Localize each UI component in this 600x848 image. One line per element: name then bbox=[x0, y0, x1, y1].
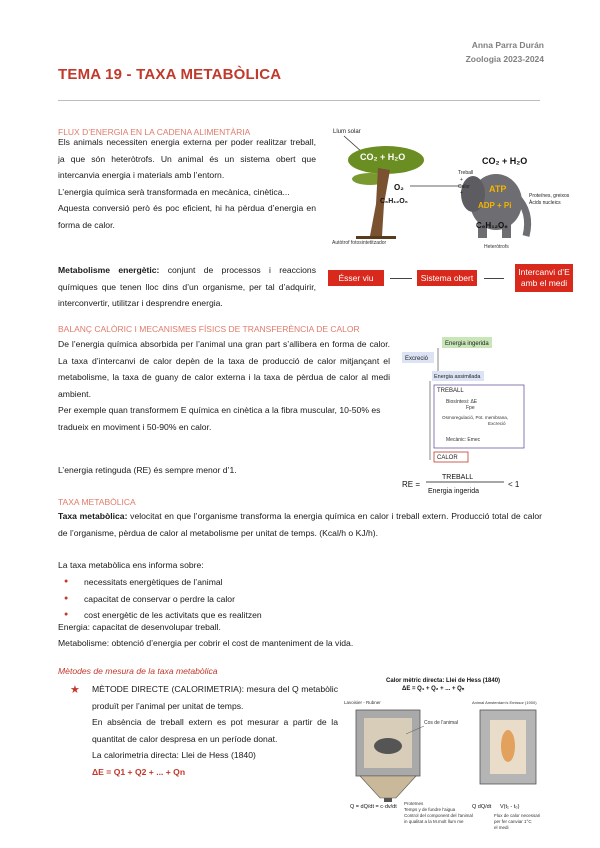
re-less-than: < 1 bbox=[508, 480, 520, 489]
calorimeter-funnel bbox=[360, 776, 416, 798]
metabolisme-label: Metabolisme energètic: bbox=[58, 265, 160, 275]
balanc-paragraph-1: De l’energia química absorbida per l’animal una gran part s’allibera en forma de calor. La taxa d’intercanvi de calor depèn de la taxa de producció de calor mitjançant el metabolisme, la taxa de guany de calor externa i la taxa de pèrdua de calor al medi ambient. bbox=[58, 339, 390, 399]
box-intercanvi: Intercanvi d’E amb el medi bbox=[515, 264, 573, 292]
fig-plus-1: + bbox=[460, 177, 463, 183]
metode-directe-paragraph-2: En absència de treball extern es pot mesurar a partir de la quantitat de calor despresa en un període donat. bbox=[92, 717, 338, 744]
box-esser-viu: Ésser viu bbox=[328, 270, 384, 286]
label-calor: CALOR bbox=[437, 455, 458, 461]
flux-paragraph-2: L’energia química serà transformada en mecànica, cinètica... bbox=[58, 186, 290, 197]
energy-flow-figure bbox=[326, 124, 570, 254]
calorimetry-title: Calor mètric directa: Llei de Hess (1840) bbox=[386, 678, 501, 684]
fig-proteines: Proteïnes, greixos bbox=[529, 193, 570, 199]
arrow-2 bbox=[484, 278, 504, 279]
metode-directe-paragraph-3: La calorimetria directa: Llei de Hess (1840) bbox=[92, 750, 256, 760]
fig-o2: O₂ bbox=[394, 183, 404, 192]
fig-plus-2: + bbox=[460, 190, 463, 196]
calorimeter-tap bbox=[384, 798, 392, 802]
note-proteines: Proteïnes bbox=[404, 801, 424, 806]
note-qualitat: in qualitat a la M.molt llum me bbox=[404, 819, 464, 824]
title-divider bbox=[58, 100, 540, 101]
flux-paragraph-1: Els animals necessiten energia externa per poder realitzar treball, ja que són heteròtrofs. Un animal és un sistema obert que intercanvia energia i materials amb l’entorn. bbox=[58, 137, 316, 180]
label-excrecio-2: Excreció bbox=[488, 421, 506, 426]
calorimeter-animal bbox=[374, 738, 402, 754]
fig-c6-right: C₆H₁₂O₆ bbox=[476, 221, 508, 230]
v-equation: V(t₁ - t₀) bbox=[500, 804, 520, 810]
note-canviar: per fer canviar 1°C bbox=[494, 819, 532, 824]
section-heading-metodes: Mètodes de mesura de la taxa metabòlica bbox=[58, 666, 218, 676]
label-osmoregulacio: Osmoregulació, Pot. membrana, bbox=[442, 415, 509, 420]
list-item: ● cost energètic de les activitats que es realitzen bbox=[58, 607, 542, 624]
taxa-informs: La taxa metabòlica ens informa sobre: bbox=[58, 560, 204, 570]
section-heading-flux: FLUX D’ENERGIA EN LA CADENA ALIMENTÀRIA bbox=[58, 127, 251, 137]
star-icon: ★ bbox=[70, 684, 80, 696]
energia-definition: Energia: capacitat de desenvolupar treball. bbox=[58, 622, 221, 632]
taxa-bullet-list bbox=[58, 574, 542, 624]
calorimetry-figure bbox=[340, 674, 550, 834]
metode-directe-block bbox=[92, 681, 338, 780]
note-temps: Temps y de fundre l'aigua bbox=[404, 807, 456, 812]
fig-calor: Calor bbox=[458, 184, 470, 190]
fig-autotrof: Autòtrof fotosintetitzador bbox=[332, 240, 387, 246]
taxa-text: velocitat en que l’organisme transforma la energia química en calor i treball extern. Producció total de calor de l’organisme, pèrdua de calor al metabolisme per unitat de temps. (Kcal/h o KJ/h). bbox=[58, 511, 542, 538]
fig-acids: Àcids nucleics bbox=[529, 200, 561, 206]
calorimetry-equation: ΔE = Q₁ + Q₂ + ... + Qₙ bbox=[402, 686, 465, 692]
label-treball: TREBALL bbox=[437, 388, 464, 394]
list-item: ● capacitat de conservar o perdre la calor bbox=[58, 591, 542, 608]
taxa-label: Taxa metabòlica: bbox=[58, 511, 128, 521]
hess-equation: ΔE = Q1 + Q2 + ... + Qn bbox=[92, 766, 186, 777]
fig-c6-left: C₆H₁₂O₆ bbox=[380, 198, 408, 205]
q-equation-left: Q = dQ/dt = c·dv/dt bbox=[350, 804, 397, 810]
balanc-paragraph-3: L’energia retinguda (RE) és sempre menor d’1. bbox=[58, 465, 237, 475]
page-title: TEMA 19 - TAXA METABÒLICA bbox=[58, 66, 282, 83]
amsterdam-label: Animal Amsterdam's Emissor (1900) bbox=[472, 700, 537, 705]
fig-co2-left: CO₂ + H₂O bbox=[360, 152, 406, 162]
fig-atp: ATP bbox=[489, 184, 507, 194]
balanc-paragraph-2: Per exemple quan transformem E química en cinètica a la fibra muscular, 10-50% es tradueix en moviment i 50-90% en calor. bbox=[58, 405, 381, 432]
tree-ground bbox=[356, 236, 396, 239]
taxa-definition bbox=[58, 508, 542, 541]
note-flux-calor: Flux de calor necessari bbox=[494, 813, 541, 818]
metabolisme-text: conjunt de processos i reaccions químiques que tenen lloc dins d’un organisme, per tal d’adquirir, interconvertir, utilitzar i desprendre energia. bbox=[58, 265, 316, 308]
metabolisme-definition: Metabolisme: obtenció d’energia per cobrir el cost de manteniment de la vida. bbox=[58, 638, 354, 648]
re-numerator: TREBALL bbox=[442, 474, 474, 481]
fig-adp: ADP + Pi bbox=[478, 201, 512, 210]
fig-treball: Treball bbox=[458, 170, 474, 176]
note-medi: el medi bbox=[494, 825, 509, 830]
label-energia-ingerida: Energia ingerida bbox=[445, 341, 489, 347]
metabolisme-energetic-definition bbox=[58, 262, 316, 312]
calorimeter-person bbox=[501, 730, 515, 762]
label-energia-assimilada: Energia assimilada bbox=[434, 374, 481, 380]
label-fpe: Fpe bbox=[466, 405, 475, 411]
course-name: Zoologia 2023-2024 bbox=[465, 54, 544, 64]
label-excrecio: Excreció bbox=[405, 356, 429, 362]
flux-paragraph-3: Aquesta conversió però és poc eficient, hi ha pèrdua d’energia en forma de calor. bbox=[58, 203, 316, 230]
label-biosintesi: Biosíntesi: ΔE bbox=[446, 399, 478, 405]
lavoisier-label: Lavoisier - Rubner bbox=[344, 700, 381, 705]
q-equation-right: Q dQ/dt bbox=[472, 804, 492, 810]
metode-directe-text bbox=[92, 681, 338, 714]
metode-directe-desc: mesura del Q metabòlic produït per l’animal per unitat de temps. bbox=[92, 684, 338, 711]
header-author-block bbox=[466, 38, 544, 66]
re-label: RE = bbox=[402, 480, 421, 489]
metode-directe-label: MÈTODE DIRECTE (CALORIMETRIA): bbox=[92, 684, 245, 694]
list-item: ● necessitats energètiques de l’animal bbox=[58, 574, 542, 591]
energy-balance-diagram bbox=[398, 335, 548, 501]
arrow-1 bbox=[390, 278, 412, 279]
fig-co2-right: CO₂ + H₂O bbox=[482, 156, 528, 166]
section-heading-taxa: TAXA METABÒLICA bbox=[58, 497, 136, 507]
re-denominator: Energia ingerida bbox=[428, 488, 479, 495]
fig-llum-label: Llum solar bbox=[333, 129, 361, 135]
fig-light-arrow bbox=[344, 136, 362, 152]
fig-heterotrofs: Heteròtrofs bbox=[484, 244, 509, 250]
section-heading-balanc: BALANÇ CALÒRIC I MECANISMES FÍSICS DE TRANSFERÈNCIA DE CALOR bbox=[58, 324, 360, 334]
author-name: Anna Parra Durán bbox=[471, 40, 544, 50]
section-flux-text bbox=[58, 134, 316, 233]
box-sistema-obert: Sistema obert bbox=[417, 270, 477, 286]
note-control: Control del component del l'animal bbox=[404, 813, 473, 818]
label-mecanic: Mecànic: Emec bbox=[446, 437, 481, 443]
cos-animal-label: Cos de l'animal bbox=[424, 720, 459, 726]
